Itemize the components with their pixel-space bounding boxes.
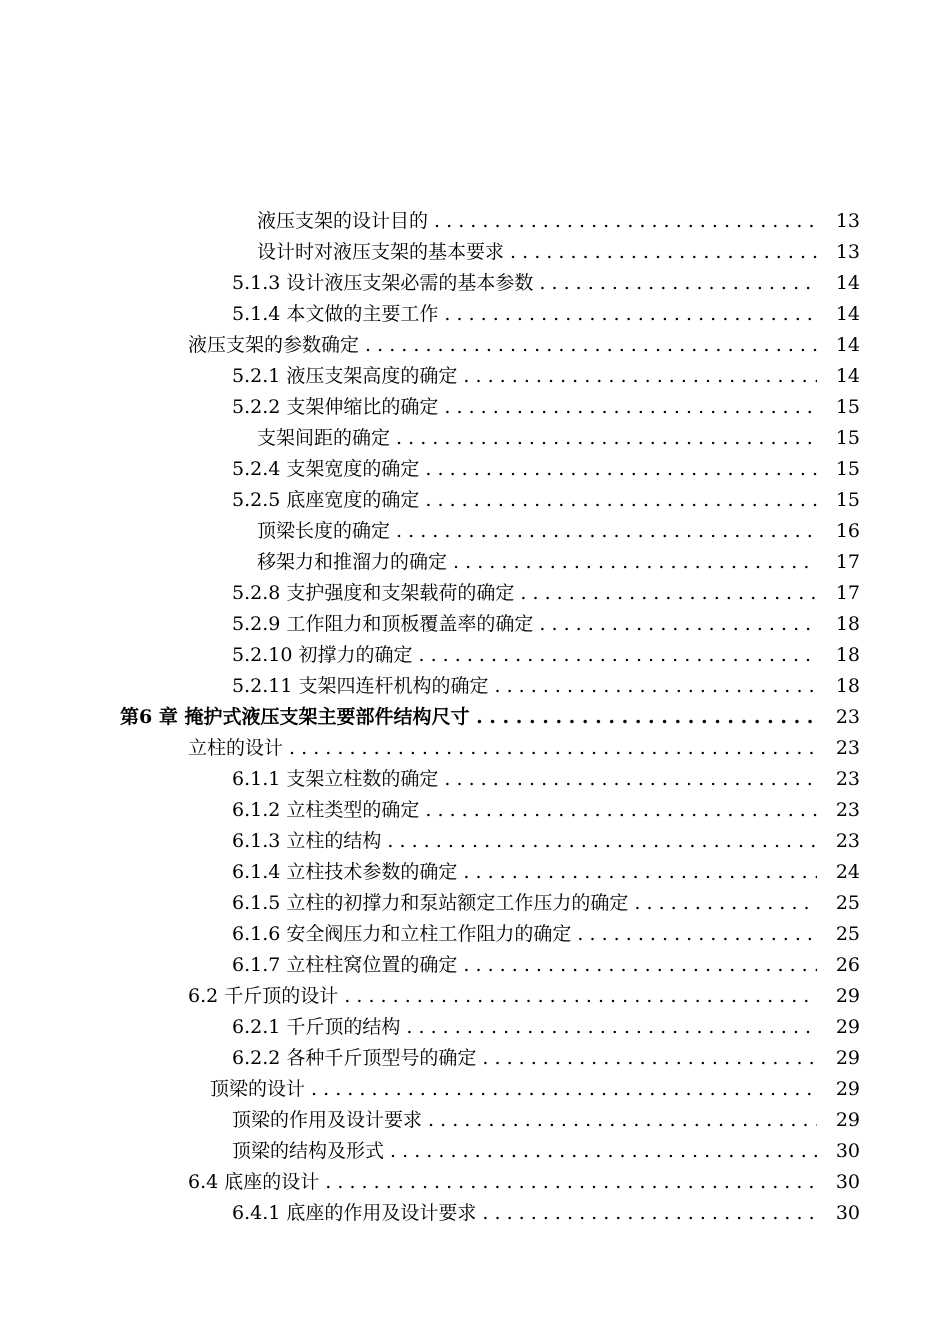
toc-entry[interactable] xyxy=(0,981,950,1012)
toc-entry-page: 15 xyxy=(835,396,860,418)
toc-entry-page: 30 xyxy=(835,1202,860,1224)
toc-entry[interactable] xyxy=(0,1105,950,1136)
toc-entry-title: 顶梁的设计 . . . xyxy=(210,1074,817,1105)
toc-entry-page: 30 xyxy=(835,1171,860,1193)
toc-entry-title: 6.1.1 支架立柱数的确定 . . . xyxy=(232,764,817,795)
toc-entry-page: 17 xyxy=(835,582,860,604)
toc-entry-title: 6.2 千斤顶的设计 . . . xyxy=(188,981,817,1012)
toc-entry-title: 6.1.3 立柱的结构 . . . xyxy=(232,826,817,857)
toc-entry-title: 立柱的设计 . . . xyxy=(188,733,817,764)
toc-entry-page: 14 xyxy=(835,334,860,356)
toc-entry[interactable] xyxy=(0,826,950,857)
toc-entry-page: 14 xyxy=(835,365,860,387)
toc-entry-page: 18 xyxy=(835,675,860,697)
toc-entry-title: 6.4 底座的设计 . . . xyxy=(188,1167,817,1198)
toc-entry[interactable] xyxy=(0,206,950,237)
toc-entry[interactable] xyxy=(0,516,950,547)
toc-entry-page: 18 xyxy=(835,644,860,666)
toc-entry[interactable] xyxy=(0,1043,950,1074)
toc-entry-page: 17 xyxy=(835,551,860,573)
toc-entry[interactable] xyxy=(0,1074,950,1105)
toc-entry-title: 5.2.11 支架四连杆机构的确定 . . . xyxy=(232,671,817,702)
toc-entry[interactable] xyxy=(0,671,950,702)
toc-entry-page: 23 xyxy=(835,737,860,759)
toc-entry-title: 5.2.1 液压支架高度的确定 . . . xyxy=(232,361,817,392)
toc-entry-title: 第6 章 掩护式液压支架主要部件结构尺寸 . . . xyxy=(120,702,817,733)
toc-entry-page: 26 xyxy=(835,954,860,976)
toc-entry-page: 25 xyxy=(835,923,860,945)
toc-entry[interactable] xyxy=(0,1012,950,1043)
toc-entry-title: 顶梁的作用及设计要求 . . . xyxy=(232,1105,817,1136)
toc-entry[interactable] xyxy=(0,919,950,950)
toc-entry[interactable] xyxy=(0,485,950,516)
toc-entry-title: 5.2.9 工作阻力和顶板覆盖率的确定 . . . xyxy=(232,609,817,640)
toc-entry-page: 14 xyxy=(835,303,860,325)
toc-entry-title: 顶梁的结构及形式 . . . xyxy=(232,1136,817,1167)
toc-entry-title: 6.1.4 立柱技术参数的确定 . . . xyxy=(232,857,817,888)
toc-entry-title: 5.1.4 本文做的主要工作 . . . xyxy=(232,299,817,330)
toc-entry[interactable] xyxy=(0,857,950,888)
toc-entry-title: 5.2.5 底座宽度的确定 . . . xyxy=(232,485,817,516)
toc-entry-page: 18 xyxy=(835,613,860,635)
toc-entry-page: 24 xyxy=(835,861,860,883)
toc-entry[interactable] xyxy=(0,640,950,671)
toc-entry[interactable] xyxy=(0,237,950,268)
toc-entry-title: 6.1.6 安全阀压力和立柱工作阻力的确定 . . . xyxy=(232,919,817,950)
toc-entry-page: 23 xyxy=(835,768,860,790)
toc-entry-page: 14 xyxy=(835,272,860,294)
toc-entry-page: 29 xyxy=(835,985,860,1007)
toc-entry-page: 13 xyxy=(835,241,860,263)
toc-entry-title: 设计时对液压支架的基本要求 . . . xyxy=(257,237,817,268)
toc-entry[interactable] xyxy=(0,268,950,299)
toc-entry-title: 6.2.1 千斤顶的结构 . . . xyxy=(232,1012,817,1043)
toc-entry[interactable] xyxy=(0,330,950,361)
toc-entry[interactable] xyxy=(0,299,950,330)
toc-entry-page: 23 xyxy=(835,799,860,821)
toc-entry[interactable] xyxy=(0,547,950,578)
toc-entry[interactable] xyxy=(0,361,950,392)
toc-entry-title: 5.2.10 初撑力的确定 . . . xyxy=(232,640,817,671)
toc-entry[interactable] xyxy=(0,392,950,423)
toc-entry-title: 5.1.3 设计液压支架必需的基本参数 . . . xyxy=(232,268,817,299)
toc-entry-page: 16 xyxy=(835,520,860,542)
toc-entry-title: 移架力和推溜力的确定 . . . xyxy=(257,547,817,578)
toc-entry-page: 15 xyxy=(835,458,860,480)
toc-entry-title: 顶梁长度的确定 . . . xyxy=(257,516,817,547)
toc-entry[interactable] xyxy=(0,888,950,919)
toc-entry[interactable] xyxy=(0,1198,950,1229)
toc-entry-title: 5.2.2 支架伸缩比的确定 . . . xyxy=(232,392,817,423)
toc-entry[interactable] xyxy=(0,795,950,826)
toc-entry-title: 6.1.2 立柱类型的确定 . . . xyxy=(232,795,817,826)
toc-entry[interactable] xyxy=(0,764,950,795)
toc-entry-page: 15 xyxy=(835,427,860,449)
toc-entry-page: 23 xyxy=(835,706,860,728)
toc-entry-title: 支架间距的确定 . . . xyxy=(257,423,817,454)
toc-entry[interactable] xyxy=(0,733,950,764)
toc-entry-title: 6.2.2 各种千斤顶型号的确定 . . . xyxy=(232,1043,817,1074)
toc-entry[interactable] xyxy=(0,578,950,609)
toc-entry-page: 29 xyxy=(835,1047,860,1069)
toc-entry-page: 29 xyxy=(835,1109,860,1131)
toc-entry[interactable] xyxy=(0,454,950,485)
toc-entry[interactable] xyxy=(0,609,950,640)
toc-entry-page: 23 xyxy=(835,830,860,852)
toc-entry-page: 29 xyxy=(835,1078,860,1100)
toc-entry[interactable] xyxy=(0,423,950,454)
toc-entry-title: 6.1.7 立柱柱窝位置的确定 . . . xyxy=(232,950,817,981)
toc-entry-title: 液压支架的参数确定 . . . xyxy=(188,330,817,361)
toc-entry-title: 6.1.5 立柱的初撑力和泵站额定工作压力的确定 . . . xyxy=(232,888,817,919)
table-of-contents xyxy=(0,206,950,1229)
toc-chapter-entry[interactable] xyxy=(0,702,950,733)
toc-entry[interactable] xyxy=(0,1136,950,1167)
toc-entry-page: 13 xyxy=(835,210,860,232)
toc-entry[interactable] xyxy=(0,1167,950,1198)
toc-entry-title: 液压支架的设计目的 . . . xyxy=(257,206,817,237)
toc-entry-title: 6.4.1 底座的作用及设计要求 . . . xyxy=(232,1198,817,1229)
toc-entry-title: 5.2.8 支护强度和支架载荷的确定 . . . xyxy=(232,578,817,609)
toc-entry-page: 15 xyxy=(835,489,860,511)
toc-entry-page: 30 xyxy=(835,1140,860,1162)
toc-entry-page: 25 xyxy=(835,892,860,914)
toc-entry-title: 5.2.4 支架宽度的确定 . . . xyxy=(232,454,817,485)
toc-entry[interactable] xyxy=(0,950,950,981)
toc-entry-page: 29 xyxy=(835,1016,860,1038)
